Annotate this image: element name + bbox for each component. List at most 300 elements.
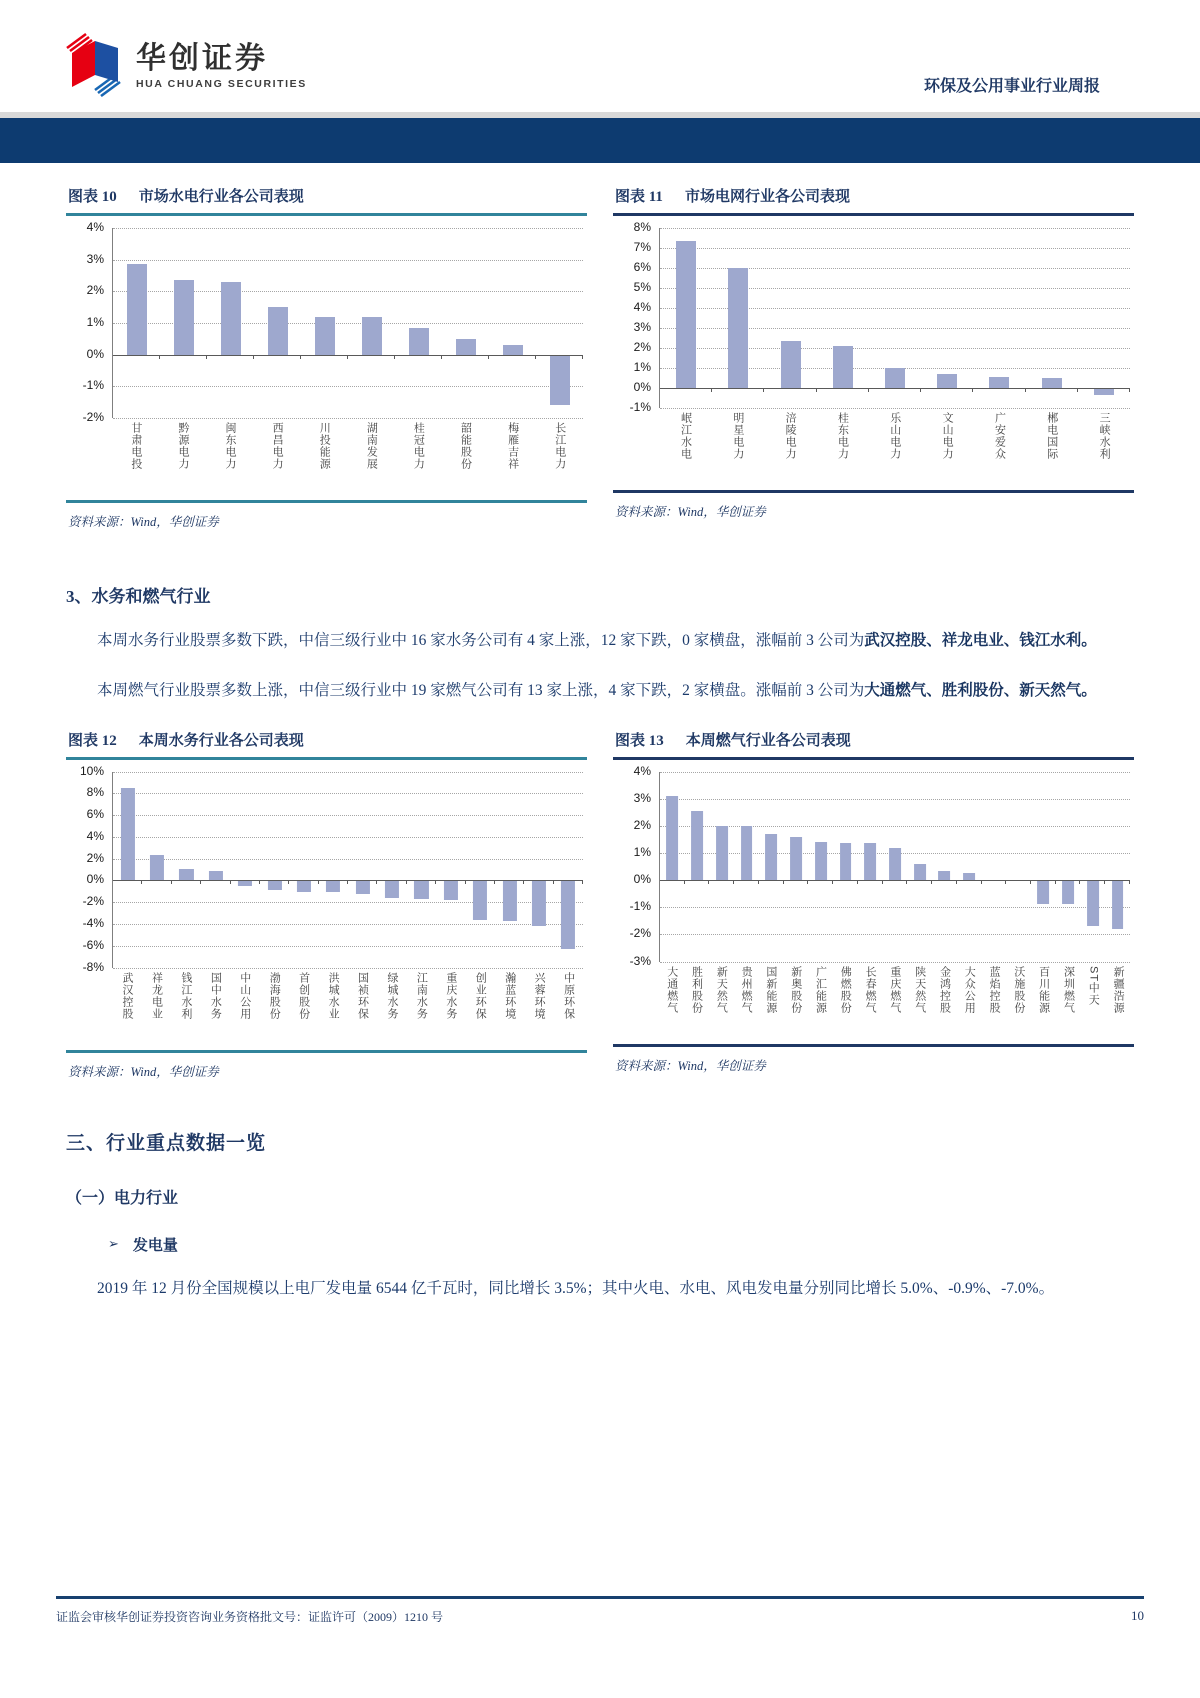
x-axis-labels: [659, 408, 1130, 488]
x-category-label: ST中天: [1087, 965, 1100, 1006]
bar-cell: [1105, 772, 1130, 962]
x-category-label: 江南水务: [415, 971, 428, 1020]
brand-logo: [66, 31, 307, 102]
figure-13: [613, 727, 1134, 1082]
x-category-cell: [1081, 966, 1106, 1042]
footer-license-text: 证监会审核华创证券投资咨询业务资格批文号：证监许可（2009）1210 号: [56, 1610, 444, 1624]
bar: [315, 317, 335, 355]
x-category-label: 沃施股份: [1012, 965, 1025, 1014]
bar: [1087, 881, 1099, 926]
x-category-cell: [981, 966, 1006, 1042]
x-category-label: 贵州燃气: [740, 965, 753, 1014]
bar: [550, 356, 570, 405]
bar-cell: [289, 772, 318, 968]
x-axis-spacer: [613, 408, 659, 488]
x-category-label: 中原环保: [562, 971, 575, 1020]
x-category-cell: [907, 966, 932, 1042]
y-tick-label: -2%: [82, 410, 104, 424]
chart-label-row: [613, 408, 1130, 488]
figure-10-title: [66, 183, 587, 213]
x-category-label: 涪陵电力: [784, 412, 797, 460]
x-category-label: 洪城水业: [327, 971, 340, 1020]
chart-plot-row: [613, 220, 1130, 414]
x-category-cell: [289, 972, 318, 1048]
y-tick-label: 7%: [633, 240, 651, 254]
x-category-label: 新天然气: [715, 965, 728, 1014]
x-category-cell: [882, 966, 907, 1042]
y-axis: [613, 220, 659, 414]
y-tick-label: 8%: [633, 220, 651, 234]
bar-cell: [1078, 228, 1130, 408]
bar-cell: [489, 228, 536, 418]
water-paragraph-text: 本周水务行业股票多数下跌，中信三级行业中 16 家水务公司有 4 家上涨，12 家下跌，0 家横盘，涨幅前 3 公司为: [97, 632, 865, 649]
y-tick-label: 4%: [86, 828, 104, 843]
x-category-label: 深圳燃气: [1062, 965, 1075, 1014]
x-category-cell: [395, 422, 442, 498]
bar-cell: [907, 772, 932, 962]
bar-cell: [254, 228, 301, 418]
y-tick-label: 4%: [86, 220, 104, 234]
x-category-label: 陕天然气: [913, 965, 926, 1014]
bar-cell: [1006, 772, 1031, 962]
x-category-label: 长春燃气: [864, 965, 877, 1014]
figure-12-title: [66, 727, 587, 757]
bar: [444, 881, 458, 900]
bar: [561, 881, 575, 949]
x-category-cell: [857, 966, 882, 1042]
chart-label-row: [613, 962, 1130, 1042]
x-category-label: 首创股份: [297, 971, 310, 1020]
page-number: 10: [1131, 1608, 1144, 1623]
x-category-label: 黔源电力: [176, 422, 189, 470]
x-category-cell: [442, 422, 489, 498]
bars-layer: [113, 772, 583, 968]
bar: [268, 307, 288, 355]
y-axis: [66, 220, 112, 424]
brand-name-en: HUA CHUANG SECURITIES: [136, 77, 307, 90]
x-category-label: 三峡水利: [1098, 412, 1111, 460]
x-category-label: 甘肃电投: [129, 422, 142, 470]
x-category-label: 桂东电力: [836, 412, 849, 460]
bar-cell: [660, 228, 712, 408]
y-tick-label: 2%: [86, 283, 104, 298]
bar: [728, 268, 748, 388]
bar-cell: [764, 228, 816, 408]
bar: [150, 855, 164, 880]
x-category-cell: [112, 422, 159, 498]
x-category-cell: [957, 966, 982, 1042]
bar: [503, 881, 517, 921]
x-axis-labels: [112, 968, 583, 1048]
y-tick-label: 4%: [633, 763, 651, 778]
y-tick-label: 0%: [633, 872, 651, 887]
x-category-label: 湖南发展: [365, 422, 378, 470]
generation-paragraph: 2019 年 12 月份全国规模以上电厂发电量 6544 亿千瓦时，同比增长 3.5%；其中火电、水电、风电发电量分别同比增长 5.0%、-0.9%、-7.0%。: [97, 1279, 1055, 1297]
bar-cell: [260, 772, 289, 968]
figure-11-label: 图表 11: [615, 189, 663, 205]
bar-cell: [113, 772, 142, 968]
x-category-cell: [808, 966, 833, 1042]
bar: [691, 811, 703, 880]
bar: [989, 377, 1009, 388]
figure-11-chart: [613, 216, 1134, 490]
x-category-cell: [833, 966, 858, 1042]
x-category-cell: [141, 972, 170, 1048]
x-category-label: 重庆水务: [444, 971, 457, 1020]
bar-cell: [466, 772, 495, 968]
figure-12-name: 本周水务行业各公司表现: [138, 732, 304, 749]
bar: [209, 871, 223, 881]
bar: [1037, 881, 1049, 904]
bar: [174, 280, 194, 354]
bar-cell: [554, 772, 583, 968]
y-tick-label: 2%: [86, 850, 104, 865]
bars-layer: [113, 228, 583, 418]
key-data-heading: 三、行业重点数据一览: [66, 1132, 267, 1154]
y-tick-label: 1%: [633, 360, 651, 374]
figure-11-name: 市场电网行业各公司表现: [684, 189, 850, 205]
bar-cell: [685, 772, 710, 962]
bar-cell: [395, 228, 442, 418]
x-category-cell: [921, 412, 973, 488]
x-category-label: 蓝焰控股: [988, 965, 1001, 1014]
plot-area: [659, 772, 1130, 962]
x-category-cell: [536, 422, 583, 498]
figure-10-source: 资料来源：Wind，华创证券: [68, 515, 219, 529]
bar-cell: [784, 772, 809, 962]
axis-tick: [582, 880, 583, 884]
x-category-label: 胜利股份: [690, 965, 703, 1014]
y-tick-label: 5%: [633, 280, 651, 294]
bar: [765, 834, 777, 880]
figure-11-source: 资料来源：Wind，华创证券: [615, 505, 766, 519]
figure-10-chart: [66, 216, 587, 500]
gas-paragraph: [66, 675, 1134, 707]
y-tick-label: 0%: [86, 346, 104, 361]
x-category-label: 郴电国际: [1045, 412, 1058, 460]
x-category-label: 川投能源: [318, 422, 331, 470]
bar-cell: [142, 772, 171, 968]
bar-cell: [319, 772, 348, 968]
x-category-cell: [733, 966, 758, 1042]
bar-cell: [113, 228, 160, 418]
huachuang-logo-icon: [66, 31, 124, 102]
report-series-title: 环保及公用事业行业周报: [923, 78, 1100, 95]
bar-cell: [660, 772, 685, 962]
x-category-label: 新疆浩源: [1112, 965, 1125, 1014]
gridline: [660, 408, 1130, 409]
bar: [456, 339, 476, 355]
x-category-label: 西昌电力: [271, 422, 284, 470]
x-category-cell: [524, 972, 553, 1048]
bar: [939, 871, 951, 881]
x-category-label: 广安爱众: [993, 412, 1006, 460]
bar-cell: [921, 228, 973, 408]
gridline: [660, 962, 1130, 963]
bar-cell: [207, 228, 254, 418]
bar-cell: [759, 772, 784, 962]
x-category-label: 百川能源: [1037, 965, 1050, 1014]
figure-10: [66, 183, 587, 532]
axis-tick: [1129, 880, 1130, 884]
header-navy-band: [0, 118, 1200, 163]
bar: [864, 843, 876, 880]
x-category-cell: [868, 412, 920, 488]
bar-cell: [442, 228, 489, 418]
y-tick-label: -3%: [629, 953, 651, 968]
chart-plot-row: [613, 763, 1130, 968]
figure-13-source: 资料来源：Wind，华创证券: [615, 1058, 766, 1073]
x-category-cell: [758, 966, 783, 1042]
figure-10-label: 图表 10: [68, 189, 117, 205]
x-category-cell: [347, 422, 394, 498]
x-category-cell: [1025, 412, 1077, 488]
x-category-label: 国新能源: [764, 965, 777, 1014]
bar: [127, 264, 147, 354]
bar: [815, 842, 827, 880]
bar: [356, 881, 370, 894]
bar-cell: [436, 772, 465, 968]
x-category-label: 长江电力: [553, 422, 566, 470]
y-tick-label: 2%: [633, 340, 651, 354]
bar-cell: [172, 772, 201, 968]
x-category-cell: [206, 422, 253, 498]
bar-cell: [377, 772, 406, 968]
x-axis-spacer: [66, 418, 112, 498]
x-category-label: 佛燃股份: [839, 965, 852, 1014]
bar: [362, 317, 382, 355]
figure-13-chart: [613, 760, 1134, 1044]
water-paragraph: [66, 625, 1134, 657]
x-category-label: 明星电力: [731, 412, 744, 460]
y-tick-label: 1%: [86, 315, 104, 329]
bar: [532, 881, 546, 926]
bar: [914, 864, 926, 880]
figure-13-title: [613, 727, 1134, 757]
bar-cell: [348, 228, 395, 418]
y-tick-label: 2%: [633, 817, 651, 832]
x-axis-labels: [112, 418, 583, 498]
x-category-cell: [230, 972, 259, 1048]
gridline: [113, 418, 583, 419]
bar-cell: [883, 772, 908, 962]
x-category-cell: [1078, 412, 1130, 488]
bar-cell: [1026, 228, 1078, 408]
y-tick-label: 8%: [86, 785, 104, 800]
x-category-label: 兴蓉环境: [533, 971, 546, 1020]
x-category-label: 桂冠电力: [412, 422, 425, 470]
bar: [1094, 389, 1114, 395]
y-tick-label: -2%: [629, 926, 651, 941]
x-category-label: 创业环保: [474, 971, 487, 1020]
bar-cell: [973, 228, 1025, 408]
y-tick-label: -2%: [82, 894, 104, 909]
bar-cell: [712, 228, 764, 408]
bar: [666, 796, 678, 880]
plot-area: [112, 228, 583, 418]
bar: [121, 788, 135, 881]
figure-row-bottom: [66, 727, 1134, 1082]
x-category-cell: [112, 972, 141, 1048]
x-category-cell: [159, 422, 206, 498]
bar-cell: [709, 772, 734, 962]
y-tick-label: -1%: [82, 378, 104, 393]
x-category-cell: [348, 972, 377, 1048]
chart-plot-row: [66, 763, 583, 974]
x-category-cell: [783, 966, 808, 1042]
page-header: [0, 0, 1200, 112]
x-category-label: 祥龙电业: [150, 971, 163, 1020]
y-tick-label: 3%: [86, 251, 104, 266]
y-tick-label: -1%: [629, 899, 651, 914]
y-tick-label: -1%: [629, 400, 651, 414]
bar-cell: [495, 772, 524, 968]
bar: [937, 374, 957, 388]
y-tick-label: 0%: [633, 380, 651, 394]
x-category-label: 闽东电力: [224, 422, 237, 470]
x-category-cell: [465, 972, 494, 1048]
chart-label-row: [66, 968, 583, 1048]
x-category-cell: [171, 972, 200, 1048]
x-category-label: 重庆燃气: [888, 965, 901, 1014]
x-category-label: 广汇能源: [814, 965, 827, 1014]
brand-name-cn: 华创证券: [136, 42, 268, 76]
bars-layer: [660, 772, 1130, 962]
x-category-cell: [973, 412, 1025, 488]
bar: [179, 869, 193, 880]
y-tick-label: 3%: [633, 320, 651, 334]
figure-13-label: 图表 13: [615, 732, 664, 749]
bar: [238, 881, 252, 885]
bar-cell: [407, 772, 436, 968]
x-category-cell: [377, 972, 406, 1048]
x-category-cell: [932, 966, 957, 1042]
y-tick-label: 1%: [633, 844, 651, 859]
y-tick-label: -8%: [82, 959, 104, 974]
figure-12-label: 图表 12: [68, 732, 117, 749]
plot-area: [659, 228, 1130, 408]
figure-12-source: 资料来源：Wind，华创证券: [68, 1064, 219, 1079]
y-tick-label: 10%: [79, 763, 104, 778]
bar-cell: [817, 228, 869, 408]
bar-cell: [1056, 772, 1081, 962]
gas-top3-names: 大通燃气、胜利股份、新天然气。: [864, 681, 1097, 699]
bar-cell: [957, 772, 982, 962]
bar: [790, 837, 802, 880]
x-category-label: 乐山电力: [888, 412, 901, 460]
bar: [833, 346, 853, 388]
plot-area: [112, 772, 583, 968]
x-category-cell: [1006, 966, 1031, 1042]
x-category-cell: [684, 966, 709, 1042]
x-category-cell: [259, 972, 288, 1048]
bar: [1062, 881, 1074, 904]
y-tick-label: 4%: [633, 300, 651, 314]
x-category-label: 金鸿控股: [938, 965, 951, 1014]
x-category-label: 瀚蓝环境: [503, 971, 516, 1020]
x-category-label: 岷江水电: [679, 412, 692, 460]
y-tick-label: 3%: [633, 790, 651, 805]
bar: [741, 826, 753, 880]
page-footer: [56, 1596, 1144, 1625]
x-category-label: 韶能股份: [459, 422, 472, 470]
figure-11: [613, 183, 1134, 532]
figure-13-name: 本周燃气行业各公司表现: [685, 732, 851, 749]
power-sub-heading: （一）电力行业: [66, 1189, 179, 1207]
bar: [963, 873, 975, 880]
bar: [503, 345, 523, 355]
x-category-label: 绿城水务: [385, 971, 398, 1020]
x-category-cell: [300, 422, 347, 498]
x-category-cell: [554, 972, 583, 1048]
y-tick-label: 0%: [86, 872, 104, 887]
figure-12-chart: [66, 760, 587, 1050]
x-category-cell: [1031, 966, 1056, 1042]
bar-cell: [734, 772, 759, 962]
bar-cell: [301, 228, 348, 418]
x-category-label: 新奥股份: [789, 965, 802, 1014]
x-category-cell: [659, 412, 711, 488]
x-category-label: 中山公用: [238, 971, 251, 1020]
x-category-cell: [816, 412, 868, 488]
bar-cell: [524, 772, 553, 968]
bar: [297, 881, 311, 892]
y-tick-label: 6%: [86, 807, 104, 822]
figure-11-title: [613, 183, 1134, 213]
x-category-label: 文山电力: [941, 412, 954, 460]
y-tick-label: -6%: [82, 937, 104, 952]
bar-cell: [201, 772, 230, 968]
x-category-label: 钱江水利: [179, 971, 192, 1020]
bar: [221, 282, 241, 355]
y-axis: [66, 763, 112, 974]
x-category-cell: [764, 412, 816, 488]
x-category-cell: [489, 422, 536, 498]
bar: [1042, 378, 1062, 388]
bar: [676, 241, 696, 388]
bar: [414, 881, 428, 899]
bar-cell: [1031, 772, 1056, 962]
brand-text: [136, 43, 307, 90]
x-category-cell: [1056, 966, 1081, 1042]
bar: [889, 848, 901, 881]
x-axis-spacer: [613, 962, 659, 1042]
axis-tick: [582, 355, 583, 359]
y-tick-label: -4%: [82, 915, 104, 930]
x-category-label: 梅雁吉祥: [506, 422, 519, 470]
x-axis-labels: [659, 962, 1130, 1042]
x-category-label: 国中水务: [209, 971, 222, 1020]
x-category-label: 渤海股份: [268, 971, 281, 1020]
x-category-label: 大众公用: [963, 965, 976, 1014]
bar: [781, 341, 801, 388]
bar: [1112, 881, 1124, 929]
bar-cell: [160, 228, 207, 418]
y-axis: [613, 763, 659, 968]
x-category-cell: [711, 412, 763, 488]
bar-cell: [536, 228, 583, 418]
bar-cell: [231, 772, 260, 968]
bar: [326, 881, 340, 892]
bar: [716, 826, 728, 880]
generation-bullet: [66, 1234, 1134, 1255]
x-category-label: 国祯环保: [356, 971, 369, 1020]
footer-row: [56, 1599, 1144, 1625]
figure-10-name: 市场水电行业各公司表现: [138, 189, 304, 205]
x-category-cell: [436, 972, 465, 1048]
x-category-cell: [709, 966, 734, 1042]
x-category-cell: [1105, 966, 1130, 1042]
